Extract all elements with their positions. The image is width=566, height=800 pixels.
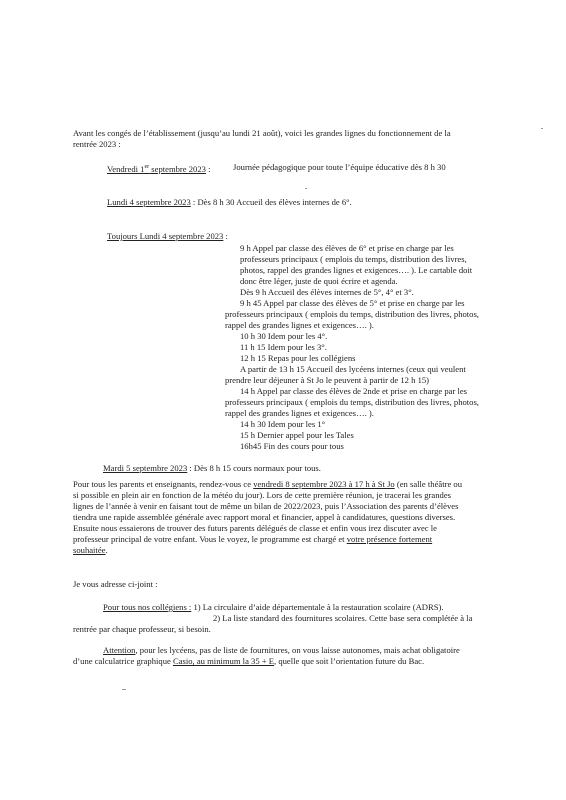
schedule-line: donc être léger, juste de quoi écrire et agenda. <box>240 276 398 286</box>
attention-row: Attention, pour les lycéens, pas de liste de fournitures, on vous laisse autonomes, mais achat obligatoire <box>103 645 460 655</box>
parents-line: si possible en plein air en fonction de la météo du jour). Lors de cette première réunion, je tracerai les grandes <box>73 490 451 500</box>
schedule-line: photos, rappel des grandes lignes et exigences…. ). Le cartable doit <box>240 265 473 275</box>
parents-line: lignes de l’année à venir en faisant tout de même un bilan de 2022/2023, puis l’Association des parents d’élèves <box>73 501 459 511</box>
lundi-date: Lundi 4 septembre 2023 <box>107 197 191 207</box>
schedule-line: 16h45 Fin des cours pour tous <box>240 441 344 451</box>
parents-line: professeur principal de votre enfant. Vous le voyez, le programme est chargé et votre présence fortement <box>73 534 433 544</box>
schedule-line: 9 h 45 Appel par classe des élèves de 5° et prise en charge par les <box>240 298 465 308</box>
intro-line-1: Avant les congés de l’établissement (jusqu’au lundi 21 août), voici les grandes lignes du fonctionnement de la <box>73 128 451 138</box>
schedule-line: prendre leur déjeuner à St Jo le peuvent à partir de 12 h 15) <box>225 375 430 385</box>
schedule-line: 12 h 15 Repas pour les collégiens <box>240 353 356 363</box>
presence-emphasis: votre présence fortement <box>346 534 433 544</box>
schedule-line: professeurs principaux ( emplois du temps, distribution des livres, photos, <box>225 397 479 407</box>
lundi-text: : Dès 8 h 30 Accueil des élèves internes de 6°. <box>190 197 352 207</box>
schedule-line: A partir de 13 h 15 Accueil des lycéens internes (ceux qui veulent <box>240 364 466 374</box>
calculator-model: Casio, au minimum la 35 + E <box>172 656 275 666</box>
scan-speck <box>541 128 543 129</box>
schedule-line: professeurs principaux ( emplois du temps, distribution des livres, photos, <box>225 309 479 319</box>
college-item-1: 1) La circulaire d’aide départementale à la restauration scolaire (ADRS). <box>191 602 444 612</box>
schedule-line: 10 h 30 Idem pour les 4°. <box>240 331 328 341</box>
schedule-line: rappel des grandes lignes et exigences…. ). <box>225 408 374 418</box>
college-item-2-cont: rentrée par chaque professeur, si besoin. <box>73 624 211 634</box>
schedule-line: rappel des grandes lignes et exigences…. ). <box>225 320 374 330</box>
lundi-row <box>107 197 352 208</box>
schedule-line: 14 h Appel par classe des élèves de 2nde et prise en charge par les <box>240 386 468 396</box>
schedule-line: 9 h Appel par classe des élèves de 6° et prise en charge par les <box>240 243 454 253</box>
parents-line: Pour tous les parents et enseignants, rendez-vous ce vendredi 8 septembre 2023 à 17 h à St Jo (en salle théâtre ou <box>73 479 463 489</box>
mardi-text: : Dès 8 h 15 cours normaux pour tous. <box>187 463 321 473</box>
meeting-date: vendredi 8 septembre 2023 à 17 h à St Jo <box>253 479 395 489</box>
mardi-date: Mardi 5 septembre 2023 <box>103 463 188 473</box>
vendredi-text: Journée pédagogique pour toute l’équipe éducative dès 8 h 30 <box>233 162 446 172</box>
parents-line: souhaitée. <box>73 545 108 555</box>
toujours-date: Toujours Lundi 4 septembre 2023 <box>107 231 224 241</box>
college-label: Pour tous nos collégiens : <box>103 602 192 612</box>
schedule-line: professeurs principaux ( emplois du temps, distribution des livres, <box>240 254 467 264</box>
scan-speck <box>122 689 126 690</box>
toujours-row: Toujours Lundi 4 septembre 2023 : <box>107 231 228 241</box>
parents-line: Ensuite nous essaierons de trouver des futurs parents délégués de classe et enfin vous irez discuter avec le <box>73 523 437 533</box>
presence-emphasis-cont: souhaitée <box>73 545 106 555</box>
vendredi-row: Vendredi 1er septembre 2023 : Journée pédagogique pour toute l’équipe éducative dès 8 h 30 <box>107 162 446 174</box>
schedule-line: 15 h Dernier appel pour les Tales <box>240 430 354 440</box>
scan-speck <box>305 188 307 189</box>
schedule-line: Dès 9 h Accueil des élèves internes de 5°, 4° et 3°. <box>240 287 414 297</box>
intro-line-2: rentrée 2023 : <box>73 139 121 149</box>
schedule-line: 11 h 15 Idem pour les 3°. <box>240 342 327 352</box>
attention-row-2: d’une calculatrice graphique Casio, au minimum la 35 + E, quelle que soit l’orientation future du Bac. <box>73 656 425 666</box>
adresse-title: Je vous adresse ci-joint : <box>73 579 158 589</box>
schedule-line: 14 h 30 Idem pour les 1° <box>240 419 326 429</box>
college-row <box>103 602 444 613</box>
college-item-2: 2) La liste standard des fournitures scolaires. Cette base sera complétée à la <box>213 613 473 623</box>
attention-label: Attention <box>103 645 136 655</box>
mardi-row <box>103 463 321 474</box>
parents-line: tiendra une rapide assemblée générale avec rapport moral et financier, appel à candidatures, questions diverses. <box>73 512 456 522</box>
vendredi-date: Vendredi 1er septembre 2023 <box>107 163 206 174</box>
